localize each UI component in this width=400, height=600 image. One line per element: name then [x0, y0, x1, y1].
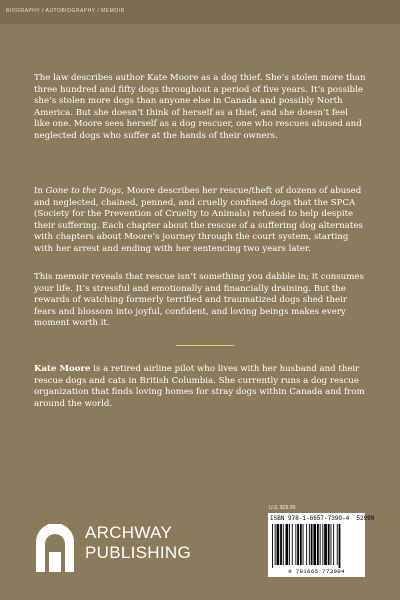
paragraph-1-text: The law describes author Kate Moore as a dog thief. She’s stolen more than three hundred and fifty dogs throughout a period of five years. It’s possible she’s stolen more dogs than anyone else in Canada and possibly North America. But she doesn’t think of herself as a thief, and she doesn’t feel like one. Moore sees herself as a dog rescuer, one who rescues abused and neglected dogs who suffer at the hands of their owners. — [34, 73, 366, 141]
description-paragraph-2 — [34, 186, 366, 256]
author-name: Kate Moore — [34, 364, 91, 374]
price-label: U.S. $29.99 — [269, 505, 296, 511]
description-paragraph-1 — [34, 73, 366, 143]
publisher-name — [85, 523, 191, 563]
publisher-line-1: ARCHWAY — [85, 523, 173, 542]
paragraph-2-text: , Moore describes her rescue/theft of dozens of abused and neglected, chained, penned, and cruelly confined dogs that the SPCA (Society for the Prevention of Cruelty to Animals) refused to help despite their suffering. Each chapter about the rescue of a suffering dog alternates with chapters about Moore’s journey through the court system, starting with her arrest and ending with her sentencing two years later. — [34, 186, 363, 254]
author-bio — [34, 364, 366, 410]
author-bio-text: is a retired airline pilot who lives with her husband and their rescue dogs and cats in British Columbia. She currently runs a dog rescue organization that finds loving homes for stray dogs within Canada and from around the world. — [34, 364, 365, 409]
description-paragraph-3 — [34, 272, 366, 330]
isbn-label: ISBN 978-1-6657-7390-4 52999 — [270, 515, 375, 522]
paragraph-3-text: This memoir reveals that rescue isn’t something you dabble in; it consumes your life. It’s stressful and emotionally and financially draining. But the rewards of watching formerly terrified and traumatized dogs shed their fears and blossom into joyful, confident, and loving beings makes every moment worth it. — [34, 272, 364, 329]
archway-logo-icon — [34, 524, 76, 572]
book-title: Gone to the Dogs — [45, 186, 122, 196]
section-divider — [176, 345, 234, 346]
isbn-addon: 52999 — [356, 515, 375, 522]
barcode — [268, 513, 375, 577]
paragraph-2-prefix: In — [34, 186, 46, 196]
barcode-digits: 9 781665 773904 — [288, 568, 345, 575]
barcode-bars — [272, 524, 361, 568]
publisher-line-2: PUBLISHING — [85, 543, 191, 562]
genre-label: BIOGRAPHY / AUTOBIOGRAPHY / MEMOIR — [6, 8, 125, 14]
